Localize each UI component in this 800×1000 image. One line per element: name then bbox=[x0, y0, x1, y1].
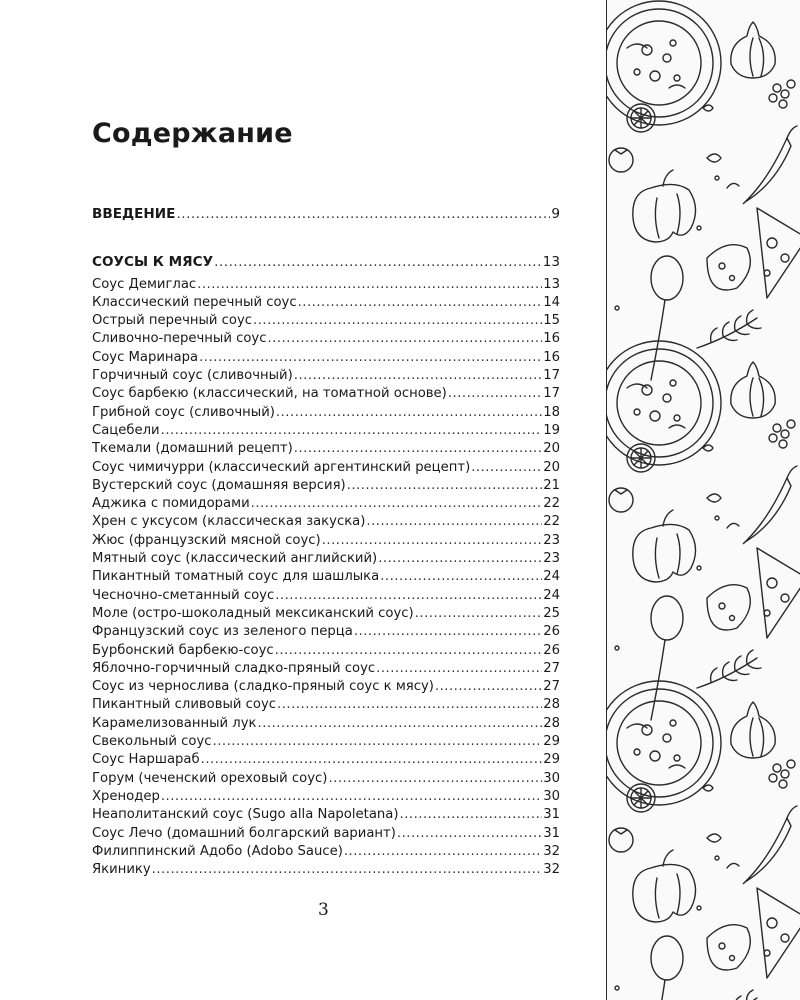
toc-entry-page: 26 bbox=[543, 624, 560, 640]
toc-entry-page: 17 bbox=[543, 368, 560, 384]
toc-entry[interactable] bbox=[92, 532, 560, 550]
dot-leader bbox=[400, 806, 543, 824]
toc-entry[interactable] bbox=[92, 843, 560, 861]
dot-leader bbox=[397, 825, 542, 843]
toc-entry-title: Жюс (французский мясной соус) bbox=[92, 532, 321, 548]
toc-entry[interactable] bbox=[92, 642, 560, 660]
toc-entry-page: 20 bbox=[543, 441, 560, 457]
dot-leader bbox=[378, 550, 542, 568]
toc-entry-title: Пикантный томатный соус для шашлыка bbox=[92, 569, 380, 585]
toc-entry-page: 21 bbox=[543, 477, 560, 493]
dot-leader bbox=[380, 568, 542, 586]
toc-entry-title: Соус чимичурри (классический аргентинский рецепт) bbox=[92, 459, 471, 475]
toc-entry-title: Сливочно-перечный соус bbox=[92, 331, 267, 347]
toc-entry-page: 13 bbox=[542, 254, 560, 271]
toc-entry[interactable] bbox=[92, 770, 560, 788]
toc-entry-page: 27 bbox=[543, 679, 560, 695]
toc-entry[interactable] bbox=[92, 696, 560, 714]
toc-entry-page: 29 bbox=[543, 752, 560, 768]
toc-entry-title: Пикантный сливовый соус bbox=[92, 697, 277, 713]
toc-entry-page: 19 bbox=[543, 422, 560, 438]
toc-entry-title: Неаполитанский соус (Sugo alla Napoletana) bbox=[92, 807, 399, 823]
toc-entry[interactable] bbox=[92, 330, 560, 348]
toc-entry-page: 23 bbox=[543, 551, 560, 567]
dot-leader bbox=[277, 696, 542, 714]
toc-entry-page: 16 bbox=[543, 349, 560, 365]
toc-entry[interactable] bbox=[92, 587, 560, 605]
dot-leader bbox=[214, 253, 542, 271]
toc-entry[interactable] bbox=[92, 623, 560, 641]
toc-entry-page: 29 bbox=[543, 734, 560, 750]
toc-entry-title: Мятный соус (классический английский) bbox=[92, 551, 378, 567]
dot-leader bbox=[344, 843, 542, 861]
dot-leader bbox=[267, 330, 542, 348]
dot-leader bbox=[275, 587, 542, 605]
toc-entry-page: 9 bbox=[551, 206, 560, 222]
toc-entry[interactable] bbox=[92, 276, 560, 294]
dot-leader bbox=[354, 623, 542, 641]
toc-entry[interactable] bbox=[92, 806, 560, 824]
toc-entry-page: 32 bbox=[543, 862, 560, 878]
dot-leader bbox=[253, 312, 542, 330]
dot-leader bbox=[366, 513, 542, 531]
toc-entry[interactable] bbox=[92, 861, 560, 879]
toc-entry[interactable] bbox=[92, 678, 560, 696]
dot-leader bbox=[258, 715, 543, 733]
toc-entry[interactable] bbox=[92, 825, 560, 843]
food-pattern-illustration bbox=[607, 0, 800, 1000]
toc-entry-page: 24 bbox=[543, 569, 560, 585]
toc-entry-page: 26 bbox=[543, 642, 560, 658]
toc-entry-title: Чесночно-сметанный соус bbox=[92, 587, 275, 603]
toc-entry-page: 27 bbox=[543, 660, 560, 676]
dot-leader bbox=[275, 642, 543, 660]
toc-entry-title: Моле (остро-шоколадный мексиканский соус) bbox=[92, 605, 414, 621]
toc-entry-page: 25 bbox=[543, 605, 560, 621]
dot-leader bbox=[328, 770, 542, 788]
toc-entry-page: 18 bbox=[543, 404, 560, 420]
toc-entry-page: 30 bbox=[543, 788, 560, 804]
toc-entry-page: 13 bbox=[543, 276, 560, 292]
toc-entry[interactable] bbox=[92, 385, 560, 403]
toc-entry-title: Классический перечный соус bbox=[92, 294, 297, 310]
toc-entry-page: 23 bbox=[543, 532, 560, 548]
dot-leader bbox=[471, 459, 542, 477]
toc-entry[interactable] bbox=[92, 404, 560, 422]
toc-entry-title: Французский соус из зеленого перца bbox=[92, 624, 353, 640]
decorative-food-pattern bbox=[606, 0, 800, 1000]
toc-section-heading[interactable] bbox=[92, 253, 560, 271]
toc-entry-page: 32 bbox=[543, 843, 560, 859]
toc-entry-title: Сацебели bbox=[92, 422, 160, 438]
toc-entry[interactable] bbox=[92, 312, 560, 330]
toc-section-heading[interactable] bbox=[92, 205, 560, 223]
toc-entry-title: Филиппинский Адобо (Adobo Sauce) bbox=[92, 843, 343, 859]
toc-entry-page: 20 bbox=[543, 459, 560, 475]
toc-entry-title: Острый перечный соус bbox=[92, 313, 253, 329]
dot-leader bbox=[276, 404, 542, 422]
toc-entry-title: Соус Маринара bbox=[92, 349, 199, 365]
dot-leader bbox=[197, 276, 542, 294]
dot-leader bbox=[161, 422, 543, 440]
toc-entry-title: Яблочно-горчичный сладко-пряный соус bbox=[92, 660, 376, 676]
page-title: Содержание bbox=[92, 118, 293, 149]
toc-entry[interactable] bbox=[92, 477, 560, 495]
toc-entry[interactable] bbox=[92, 788, 560, 806]
dot-leader bbox=[152, 861, 543, 879]
dot-leader bbox=[213, 733, 543, 751]
toc-entry-title: Карамелизованный лук bbox=[92, 715, 257, 731]
toc-entry-title: Вустерский соус (домашняя версия) bbox=[92, 477, 346, 493]
toc-entry-page: 17 bbox=[543, 386, 560, 402]
toc-entry[interactable] bbox=[92, 495, 560, 513]
toc-entry-page: 22 bbox=[543, 496, 560, 512]
toc-entry-title: Бурбонский барбекю-соус bbox=[92, 642, 274, 658]
toc-entry-title: Соус Лечо (домашний болгарский вариант) bbox=[92, 825, 396, 841]
toc-entry-title: Грибной соус (сливочный) bbox=[92, 404, 275, 420]
page-number: 3 bbox=[318, 900, 329, 920]
dot-leader bbox=[199, 349, 542, 367]
toc-entry-title: Горум (чеченский ореховый соус) bbox=[92, 770, 328, 786]
toc-entry-page: 28 bbox=[543, 697, 560, 713]
toc-entry[interactable] bbox=[92, 751, 560, 769]
toc-entry-page: 30 bbox=[543, 770, 560, 786]
toc-entry[interactable] bbox=[92, 440, 560, 458]
toc-entry-title: Аджика с помидорами bbox=[92, 496, 250, 512]
toc-entry-title: Соус барбекю (классический, на томатной основе) bbox=[92, 386, 447, 402]
toc-entry[interactable] bbox=[92, 733, 560, 751]
toc-entry[interactable] bbox=[92, 715, 560, 733]
toc-entry[interactable] bbox=[92, 605, 560, 623]
toc-entry[interactable] bbox=[92, 459, 560, 477]
toc-entry[interactable] bbox=[92, 513, 560, 531]
toc-entry-page: 28 bbox=[543, 715, 560, 731]
toc-entry[interactable] bbox=[92, 568, 560, 586]
toc-entry-page: 22 bbox=[543, 514, 560, 530]
dot-leader bbox=[347, 477, 543, 495]
toc-entry-title: Горчичный соус (сливочный) bbox=[92, 368, 293, 384]
toc-entry-title: СОУСЫ К МЯСУ bbox=[92, 254, 214, 271]
toc-entry-title: Свекольный соус bbox=[92, 734, 212, 750]
toc-entry-page: 31 bbox=[543, 825, 560, 841]
toc-entry[interactable] bbox=[92, 660, 560, 678]
toc-entry-title: Хрен с уксусом (классическая закуска) bbox=[92, 514, 366, 530]
dot-leader bbox=[201, 751, 543, 769]
toc-entry-title: ВВЕДЕНИЕ bbox=[92, 206, 176, 222]
toc-entry-page: 31 bbox=[543, 807, 560, 823]
dot-leader bbox=[376, 660, 542, 678]
dot-leader bbox=[294, 367, 542, 385]
toc-entry-title: Хренодер bbox=[92, 788, 160, 804]
dot-leader bbox=[415, 605, 543, 623]
toc-entry-page: 14 bbox=[543, 294, 560, 310]
toc-entry-title: Соус из чернослива (сладко-пряный соус к мясу) bbox=[92, 679, 434, 695]
dot-leader bbox=[448, 385, 542, 403]
dot-leader bbox=[322, 532, 543, 550]
section-gap bbox=[92, 223, 560, 253]
dot-leader bbox=[251, 495, 543, 513]
toc-entry-title: Соус Наршараб bbox=[92, 752, 200, 768]
table-of-contents bbox=[92, 205, 560, 879]
toc-entry[interactable] bbox=[92, 422, 560, 440]
dot-leader bbox=[435, 678, 542, 696]
toc-entry-page: 24 bbox=[543, 587, 560, 603]
toc-entry-title: Якинику bbox=[92, 862, 151, 878]
toc-entry[interactable] bbox=[92, 367, 560, 385]
dot-leader bbox=[161, 788, 542, 806]
toc-entry-page: 15 bbox=[543, 313, 560, 329]
dot-leader bbox=[176, 205, 550, 223]
toc-entry[interactable] bbox=[92, 550, 560, 568]
dot-leader bbox=[298, 294, 543, 312]
toc-entry-page: 16 bbox=[543, 331, 560, 347]
toc-entry-title: Соус Демиглас bbox=[92, 276, 197, 292]
toc-entry[interactable] bbox=[92, 349, 560, 367]
toc-entry[interactable] bbox=[92, 294, 560, 312]
toc-entry-title: Ткемали (домашний рецепт) bbox=[92, 441, 293, 457]
dot-leader bbox=[294, 440, 542, 458]
